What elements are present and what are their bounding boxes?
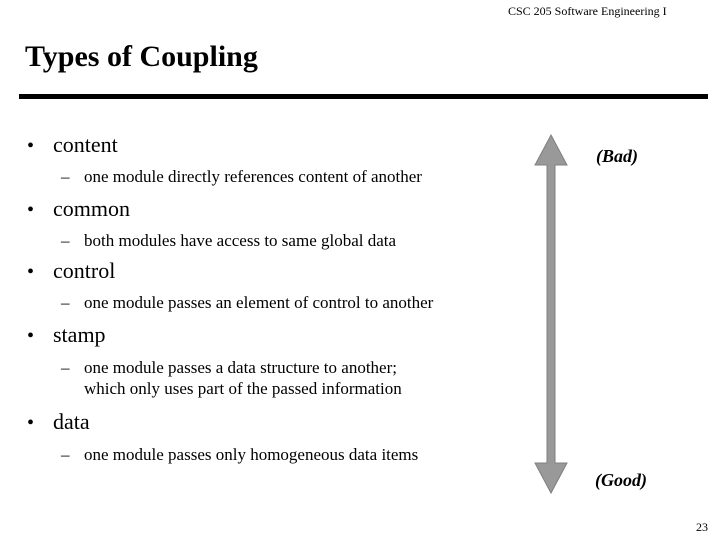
coupling-item-control xyxy=(27,258,115,284)
dash-icon: – xyxy=(61,293,70,312)
bad-label: (Bad) xyxy=(596,146,638,166)
coupling-description-data xyxy=(61,444,418,465)
description-text xyxy=(84,357,402,399)
coupling-type-label: common xyxy=(53,196,130,221)
description-text: one module directly references content of another xyxy=(84,167,422,186)
dash-icon: – xyxy=(61,231,70,250)
coupling-item-stamp xyxy=(27,322,106,348)
bullet-icon: • xyxy=(27,199,35,221)
slide-title: Types of Coupling xyxy=(25,40,258,73)
description-text: one module passes an element of control to another xyxy=(84,293,434,312)
dash-icon: – xyxy=(61,167,70,186)
title-divider xyxy=(19,94,708,99)
bullet-icon: • xyxy=(27,325,35,347)
course-header: CSC 205 Software Engineering I xyxy=(508,4,667,18)
bullet-icon: • xyxy=(27,261,35,283)
bullet-icon: • xyxy=(27,412,35,434)
coupling-item-common xyxy=(27,196,130,222)
page-number: 23 xyxy=(696,520,708,534)
coupling-type-label: data xyxy=(53,409,90,434)
coupling-description-stamp xyxy=(61,357,402,399)
double-headed-vertical-arrow-icon xyxy=(533,133,569,495)
coupling-description-common xyxy=(61,230,396,251)
description-text: both modules have access to same global data xyxy=(84,231,397,250)
coupling-type-label: content xyxy=(53,132,118,157)
dash-icon: – xyxy=(61,358,70,377)
description-line: one module passes a data structure to another; xyxy=(84,358,397,377)
coupling-description-content xyxy=(61,166,422,187)
description-text: one module passes only homogeneous data items xyxy=(84,445,419,464)
good-label: (Good) xyxy=(595,470,647,490)
coupling-type-label: stamp xyxy=(53,322,106,347)
coupling-type-label: control xyxy=(53,258,116,283)
description-line: which only uses part of the passed information xyxy=(84,379,402,398)
coupling-description-control xyxy=(61,292,433,313)
bullet-icon: • xyxy=(27,135,35,157)
dash-icon: – xyxy=(61,445,70,464)
coupling-item-data xyxy=(27,409,90,435)
coupling-item-content xyxy=(27,132,118,158)
